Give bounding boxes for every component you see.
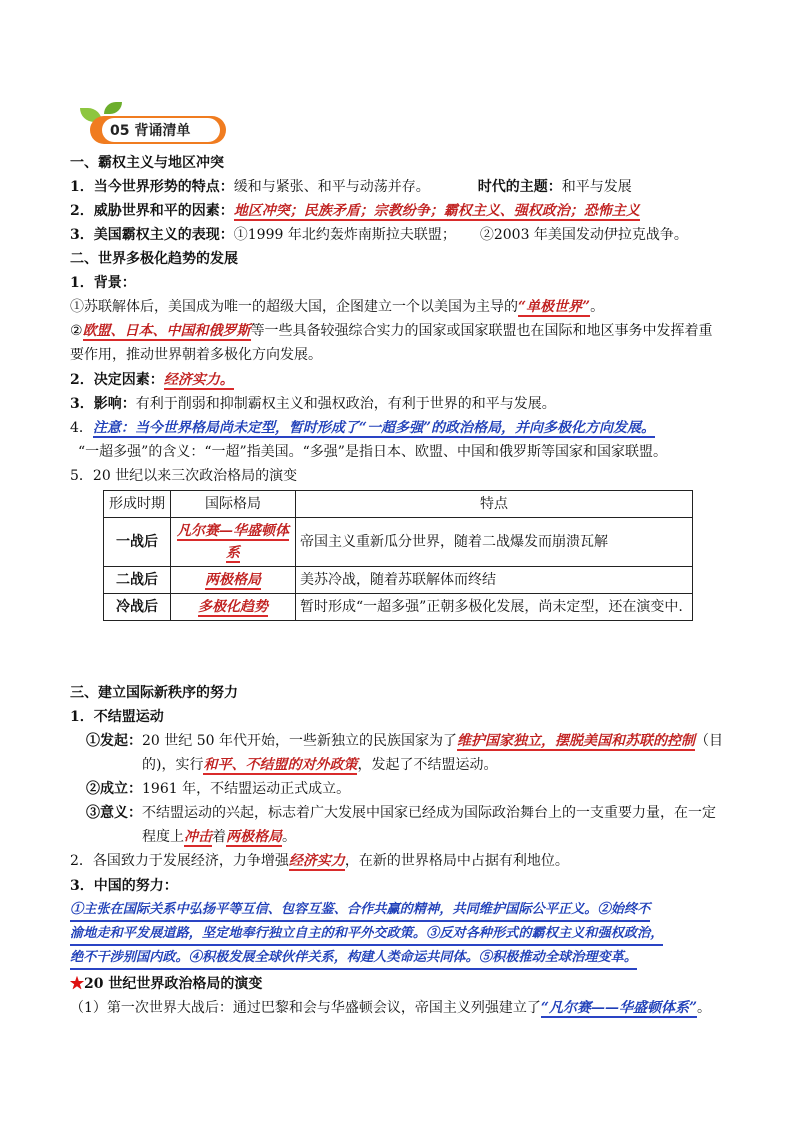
us-hegemony-line: 3．美国霸权主义的表现：①1999 年北约轰炸南斯拉夫联盟； ②2003 年美国发动伊拉克战争。 [70, 227, 688, 243]
china-effort-2: 渝地走和平发展道路，坚定地奉行独立自主的和平外交政策。③反对各种形式的霸权主义和强权政治， [70, 924, 663, 946]
nam-meaning: ③意义：不结盟运动的兴起，标志着广大发展中国家已经成为国际政治舞台上的一支重要力量，在一定 [86, 805, 716, 821]
section-badge [80, 108, 230, 146]
background-heading: 1．背景： [70, 275, 136, 291]
influence-line: 3．影响：有利于削弱和抑制霸权主义和强权政治，有利于世界的和平与发展。 [70, 396, 556, 412]
section-1-title: 一、霸权主义与地区冲突 [70, 155, 224, 171]
trend-line: 1．当今世界形势的特点：缓和与紧张、和平与动荡并存。 时代的主题：和平与发展 [70, 179, 632, 195]
pattern-table [103, 490, 693, 621]
table-row: 二战后 两极格局 美苏冷战，随着苏联解体而终结 [104, 567, 693, 594]
china-heading: 3．中国的努力： [70, 878, 178, 894]
table-row: 冷战后 多极化趋势 暂时形成“一超多强”正朝多极化发展，尚未定型，还在演变中. [104, 594, 693, 621]
section-4-title: ★20 世纪世界政治格局的演变 [70, 976, 263, 992]
background-p2: ②欧盟、日本、中国和俄罗斯等一些具备较强综合实力的国家或国家联盟也在国际和地区事务中发挥着重 [70, 323, 713, 339]
table-row: 一战后 凡尔赛—华盛顿体系 帝国主义重新瓜分世界，随着二战爆发而崩溃瓦解 [104, 518, 693, 567]
section-3-title: 三、建立国际新秩序的努力 [70, 685, 238, 701]
nam-origin-cont: 的)，实行和平、不结盟的对外政策，发起了不结盟运动。 [142, 757, 498, 773]
star-icon: ★ [70, 976, 84, 992]
section-2-title: 二、世界多极化趋势的发展 [70, 251, 238, 267]
background-p1: ①苏联解体后，美国成为唯一的超级大国，企图建立一个以美国为主导的“单极世界”。 [70, 299, 605, 315]
threats-line: 2．威胁世界和平的因素：地区冲突；民族矛盾；宗教纷争；霸权主义、强权政治；恐怖主义 [70, 203, 640, 219]
nam-heading: 1．不结盟运动 [70, 709, 164, 725]
nam-meaning-cont: 程度上冲击着两极格局。 [142, 829, 296, 845]
decisive-factor: 2．决定因素：经济实力。 [70, 372, 234, 388]
note-line: 4．注意：当今世界格局尚未定型，暂时形成了“一超多强”的政治格局，并向多极化方向发展。 [70, 420, 656, 436]
china-effort-1: ①主张在国际关系中弘扬平等互信、包容互鉴、合作共赢的精神，共同维护国际公平正义。②始终不 [70, 900, 650, 922]
meaning-line: “一超多强”的含义：“一超”指美国。“多强”是指日本、欧盟、中国和俄罗斯等国家和国家联盟。 [78, 444, 667, 460]
background-p2-cont: 要作用，推动世界朝着多极化方向发展。 [70, 347, 322, 363]
badge-title: 05 背诵清单 [110, 123, 191, 139]
nam-origin: ①发起：20 世纪 50 年代开始，一些新独立的民族国家为了维护国家独立，摆脱美国和苏联的控制（目 [86, 733, 723, 749]
economy-line: 2．各国致力于发展经济，力争增强经济实力，在新的世界格局中占据有利地位。 [70, 853, 569, 869]
evolution-heading: 5．20 世纪以来三次政治格局的演变 [70, 468, 298, 484]
nam-founded: ②成立：1961 年，不结盟运动正式成立。 [86, 781, 351, 797]
china-effort-3: 绝不干涉别国内政。④积极发展全球伙伴关系，构建人类命运共同体。⑤积极推动全球治理变革。 [70, 948, 637, 970]
leaf-icon [104, 102, 122, 114]
table-header: 形成时期 国际格局 特点 [104, 491, 693, 518]
ww1-line: （1）第一次世界大战后：通过巴黎和会与华盛顿会议，帝国主义列强建立了“凡尔赛——华盛顿体系”。 [70, 1000, 712, 1016]
